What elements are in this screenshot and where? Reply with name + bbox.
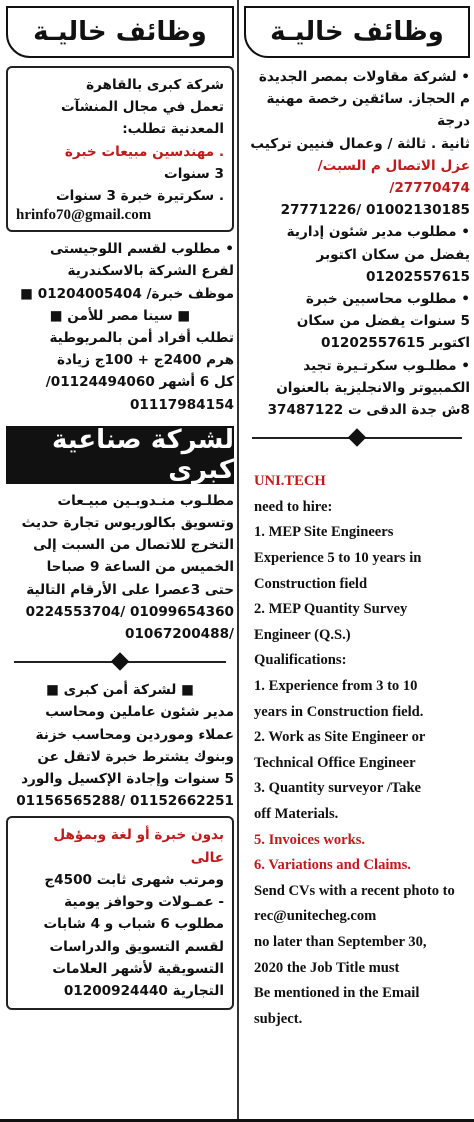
left-section-header: [6, 6, 234, 58]
ad-line: Engineer (Q.S.): [254, 626, 351, 643]
ad-line: off Materials.: [254, 805, 339, 822]
ad-line: المعدنية تطلب:: [122, 121, 224, 138]
industrial-company-ad: [6, 490, 234, 645]
logistics-ad: [6, 238, 234, 305]
admin-manager-ad: [244, 221, 470, 288]
ad-line: ■ سينا مصر للأمن ■: [49, 307, 191, 324]
ad-line: عزل الاتصال م السبت/ 27770474/: [317, 157, 470, 197]
ad-line: لفرع الشركة بالاسكندرية: [67, 263, 234, 280]
ad-line: years in Construction field.: [254, 703, 424, 720]
ad-line: 6. Variations and Claims.: [254, 857, 411, 874]
ad-line: Technical Office Engineer: [254, 754, 416, 771]
ad-line: • مطلـوب سكرتـيرة تجيد: [303, 357, 470, 374]
ad-line: التخرج للاتصال من السبت إلى: [33, 537, 234, 554]
secretary-ad: [244, 355, 470, 422]
ad-line: حتى 3عصرا على الأرقام التالية: [26, 581, 234, 598]
ad-line: يفضل من سكان اكتوبر: [316, 246, 470, 263]
right-header-title: وظائف خاليـة: [270, 17, 444, 47]
ad-line: 5 سنوات يفضل من سكان: [296, 313, 470, 330]
ad-line: وبنوك يشترط خبرة لاتقل عن: [37, 748, 234, 765]
ad-line: 01099654360 /0224553704: [25, 603, 234, 620]
ad-line: الكمبيوتر والانجليزية بالعنوان: [276, 379, 470, 396]
ad-line: Experience 5 to 10 years in: [254, 550, 422, 567]
right-section-header: [244, 6, 470, 58]
ad-line: Send CVs with a recent photo to: [254, 882, 455, 899]
ad-line: 5 سنوات وإجادة الإكسيل والورد: [21, 771, 234, 788]
ad-line: تطلب أفراد أمن بالمريوطية: [49, 330, 234, 347]
column-divider: [237, 0, 239, 1122]
ad-line: مطلوب 6 شباب و 4 شابات: [43, 916, 224, 933]
ad-line: 5. Invoices works.: [254, 831, 366, 848]
ad-line: ■ لشركة أمن كبرى ■: [46, 682, 194, 699]
ad-line: Construction field: [254, 575, 368, 592]
right-column: [244, 6, 470, 1116]
ad-line: التسويقية لأشهر العلامات: [52, 960, 224, 977]
ad-line: • مطلوب محاسبين خبرة: [305, 291, 470, 308]
section-separator: [252, 427, 462, 449]
ad-line: need to hire:: [254, 498, 333, 515]
ad-line: وتسويق بكالوريوس تجارة حديث: [21, 515, 234, 532]
ad-line: مدير شئون عاملين ومحاسب: [45, 704, 234, 721]
ad-line: هرم 2400ج + 100ج زيادة: [56, 352, 234, 369]
ad-line: 01202557615: [365, 268, 470, 285]
security-company-ad: [6, 679, 234, 812]
ad-line: Qualifications:: [254, 652, 347, 669]
ad-line: /01067200488: [124, 626, 234, 643]
accountants-ad: [244, 288, 470, 355]
ad-line: 8ش جدة الدقى ت 37487122: [267, 402, 470, 419]
unitech-ad: [244, 469, 470, 1032]
ad-line: 01152662251 /01156565288: [16, 793, 234, 810]
left-header-title: وظائف خاليـة: [33, 17, 207, 47]
ad-line: • مطلوب مدير شئون إدارية: [286, 224, 470, 241]
ad-line: 1. MEP Site Engineers: [254, 524, 394, 541]
ad-line: ثانية . ثالثة / وعمال فنيين تركيب: [250, 135, 470, 152]
ad-line: no later than September 30,: [254, 933, 427, 950]
section-separator: [14, 651, 226, 673]
ad-line: ومرتب شهرى ثابت 4500ج: [44, 871, 224, 888]
ad-line: • لشركة مقاولات بمصر الجديدة: [258, 69, 470, 85]
ad-line: 01002130185 /27771226: [280, 202, 470, 219]
ad-line: . سكرتيرة خبرة 3 سنوات: [55, 188, 224, 205]
metal-company-ad: [6, 66, 234, 232]
ad-line: subject.: [254, 1010, 303, 1027]
ad-line: شركة كبرى بالقاهرة: [86, 77, 224, 93]
ad-line: UNI.TECH: [254, 473, 326, 490]
ad-line: التجارية 01200924440: [63, 982, 224, 999]
marketing-ad: [6, 816, 234, 1010]
industrial-company-banner: لشركة صناعية كبرى: [6, 426, 234, 484]
ad-line: 2. Work as Site Engineer or: [254, 729, 426, 746]
ad-line: 3. Quantity surveyor /Take: [254, 780, 422, 797]
ad-line: الخميس من الساعة 9 صباحا: [46, 559, 234, 576]
ad-line: كل 6 أشهر 01124494060/: [45, 374, 234, 391]
ad-line: مطلـوب منـدوبـين مبيـعات: [57, 492, 234, 509]
ad-line: لقسم التسويق والدراسات: [49, 938, 224, 955]
ad-line: 1. Experience from 3 to 10: [254, 678, 418, 694]
sinai-security-ad: [6, 305, 234, 416]
ad-line: موظف خبرة/ 01204005404 ■: [20, 285, 234, 302]
ad-line: 01117984154: [129, 396, 234, 413]
ad-line: rec@unitecheg.com: [254, 908, 377, 925]
ad-line: 2. MEP Quantity Survey: [254, 601, 408, 618]
ad-line: 2020 the Job Title must: [254, 959, 400, 976]
ad-line: Be mentioned in the Email: [254, 985, 420, 1002]
ad-line: اكتوبر 01202557615: [321, 335, 470, 352]
ad-line: عملاء وموردين ومحاسب خزنة: [35, 726, 234, 743]
ad-line: • مطلوب لقسم اللوجيستى: [50, 241, 234, 258]
email-address: hrinfo70@gmail.com: [16, 207, 152, 224]
ad-line: - عمـولات وحوافز يومية: [64, 894, 224, 911]
ad-line: 3 سنوات: [164, 165, 224, 182]
left-column: [6, 6, 234, 1116]
ad-line: . مهندسين مبيعات خبرة: [64, 143, 224, 160]
diamond-icon: [348, 429, 366, 447]
ad-line: م الحجاز. سائقين رخصة مهنية درجة: [266, 91, 470, 130]
ad-line: تعمل في مجال المنشآت: [60, 99, 224, 116]
contracting-company-ad: [244, 66, 470, 221]
ad-line: بدون خبرة أو لغة وبمؤهل عالى: [53, 827, 224, 866]
diamond-icon: [111, 653, 129, 671]
